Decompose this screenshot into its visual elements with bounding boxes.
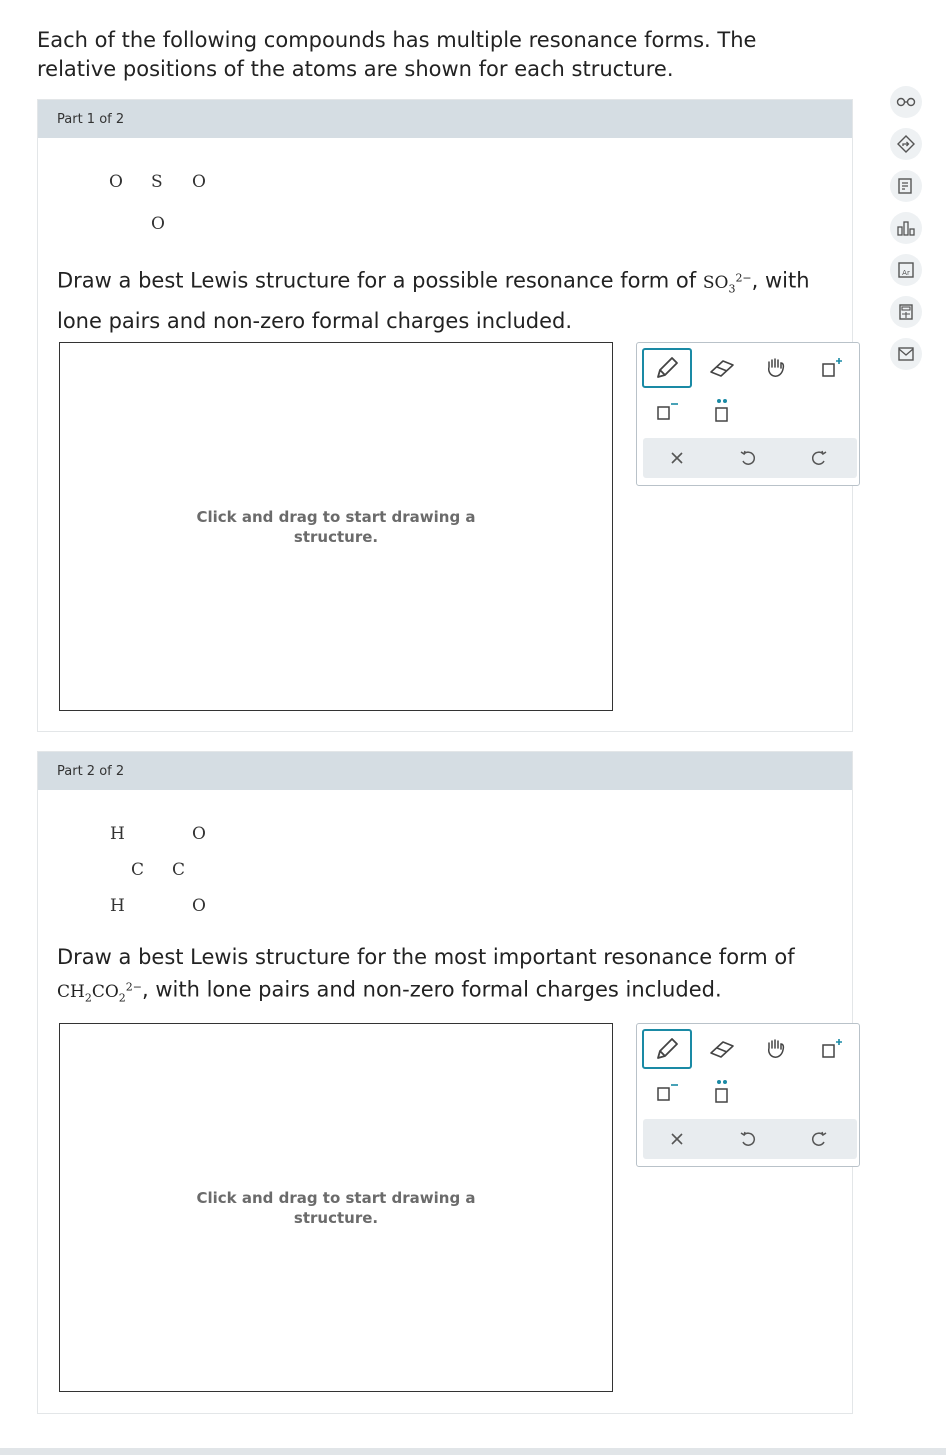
hand-icon bbox=[763, 1036, 789, 1062]
negative-charge-icon bbox=[654, 1080, 680, 1104]
notes-button[interactable] bbox=[890, 170, 922, 202]
lone-pair-tool[interactable] bbox=[697, 391, 747, 431]
eraser-icon bbox=[707, 356, 737, 380]
eraser-tool[interactable] bbox=[697, 1029, 747, 1069]
eraser-icon bbox=[707, 1037, 737, 1061]
formula-charge: 2− bbox=[125, 980, 143, 993]
redo-icon bbox=[810, 1130, 828, 1148]
pencil-icon bbox=[653, 1035, 681, 1063]
lone-pair-icon bbox=[710, 397, 734, 425]
atom-o-bottom: O bbox=[151, 214, 165, 234]
close-icon bbox=[670, 1132, 684, 1146]
hand-icon bbox=[763, 355, 789, 381]
redo-button[interactable] bbox=[799, 443, 839, 473]
close-icon bbox=[670, 451, 684, 465]
formula-base: SO bbox=[702, 272, 729, 293]
atom-o-left: O bbox=[109, 172, 123, 192]
mail-icon bbox=[897, 346, 915, 362]
prompt-text: Draw a best Lewis structure for a possible resonance form of bbox=[57, 268, 703, 293]
formula-sub-a: 2 bbox=[84, 991, 92, 1005]
atom-h-top: H bbox=[110, 824, 125, 844]
bottom-bar bbox=[0, 1448, 946, 1455]
data-button[interactable] bbox=[890, 212, 922, 244]
undo-button[interactable] bbox=[728, 443, 768, 473]
notes-icon bbox=[897, 177, 915, 195]
move-tool[interactable] bbox=[751, 1029, 801, 1069]
pencil-icon bbox=[653, 354, 681, 382]
positive-charge-icon bbox=[819, 1037, 845, 1061]
drawing-canvas[interactable] bbox=[59, 342, 613, 711]
part-1-header: Part 1 of 2 bbox=[38, 100, 852, 138]
redo-button[interactable] bbox=[799, 1124, 839, 1154]
part-2-prompt bbox=[57, 943, 827, 1012]
add-negative-charge-tool[interactable] bbox=[642, 1072, 692, 1112]
prompt-text: Draw a best Lewis structure for the most important resonance form of bbox=[57, 945, 795, 969]
canvas-hint: Click and drag to start drawing a structure. bbox=[196, 1188, 476, 1227]
intro-text: Each of the following compounds has multiple resonance forms. The relative positions of the atoms are shown for each structure. bbox=[37, 28, 757, 81]
part-1-panel bbox=[37, 99, 853, 732]
clear-button[interactable] bbox=[657, 443, 697, 473]
part-2-panel bbox=[37, 751, 853, 1414]
atom-o-bottom: O bbox=[192, 896, 206, 916]
formula-part-b: CO bbox=[91, 981, 119, 1002]
svg-text:Ar: Ar bbox=[902, 269, 910, 277]
canvas-hint: Click and drag to start drawing a structure. bbox=[196, 507, 476, 546]
move-tool[interactable] bbox=[751, 348, 801, 388]
prompt-text-end: , with lone pairs and non-zero formal charges included. bbox=[57, 268, 810, 334]
atom-s: S bbox=[151, 172, 163, 192]
undo-icon bbox=[739, 449, 757, 467]
calculator-icon bbox=[897, 303, 915, 321]
drawing-toolbox bbox=[636, 342, 860, 486]
drawing-toolbox bbox=[636, 1023, 860, 1167]
message-button[interactable] bbox=[890, 338, 922, 370]
positive-charge-icon bbox=[819, 356, 845, 380]
formula-sub-b: 2 bbox=[118, 991, 126, 1005]
drawing-canvas[interactable] bbox=[59, 1023, 613, 1392]
add-positive-charge-tool[interactable] bbox=[807, 348, 857, 388]
clear-button[interactable] bbox=[657, 1124, 697, 1154]
lone-pair-tool[interactable] bbox=[697, 1072, 747, 1112]
atom-o-top: O bbox=[192, 824, 206, 844]
part-2-header: Part 2 of 2 bbox=[38, 752, 852, 790]
navigate-icon bbox=[896, 134, 916, 154]
part-1-prompt bbox=[57, 261, 817, 338]
formula-so3 bbox=[702, 271, 752, 296]
formula-ch2co2 bbox=[57, 980, 143, 1005]
atom-h-bottom: H bbox=[110, 896, 125, 916]
formula-charge: 2− bbox=[735, 271, 752, 284]
undo-icon bbox=[739, 1130, 757, 1148]
undo-button[interactable] bbox=[728, 1124, 768, 1154]
explanation-button[interactable] bbox=[890, 128, 922, 160]
prompt-text-end: , with lone pairs and non-zero formal charges included. bbox=[142, 977, 722, 1002]
negative-charge-icon bbox=[654, 399, 680, 423]
eraser-tool[interactable] bbox=[697, 348, 747, 388]
add-positive-charge-tool[interactable] bbox=[807, 1029, 857, 1069]
pencil-tool[interactable] bbox=[642, 1029, 692, 1069]
formula-part-a: CH bbox=[57, 981, 85, 1002]
glasses-icon bbox=[896, 96, 916, 108]
atom-c-left: C bbox=[131, 860, 145, 880]
lone-pair-icon bbox=[710, 1078, 734, 1106]
pencil-tool[interactable] bbox=[642, 348, 692, 388]
atom-o-right: O bbox=[192, 172, 206, 192]
bar-chart-icon bbox=[896, 219, 916, 237]
atom-c-right: C bbox=[172, 860, 186, 880]
periodic-element-icon bbox=[897, 261, 915, 279]
periodic-table-button[interactable] bbox=[890, 254, 922, 286]
formula-sub: 3 bbox=[728, 282, 736, 296]
add-negative-charge-tool[interactable] bbox=[642, 391, 692, 431]
redo-icon bbox=[810, 449, 828, 467]
calculator-button[interactable] bbox=[890, 296, 922, 328]
glasses-button[interactable] bbox=[890, 86, 922, 118]
